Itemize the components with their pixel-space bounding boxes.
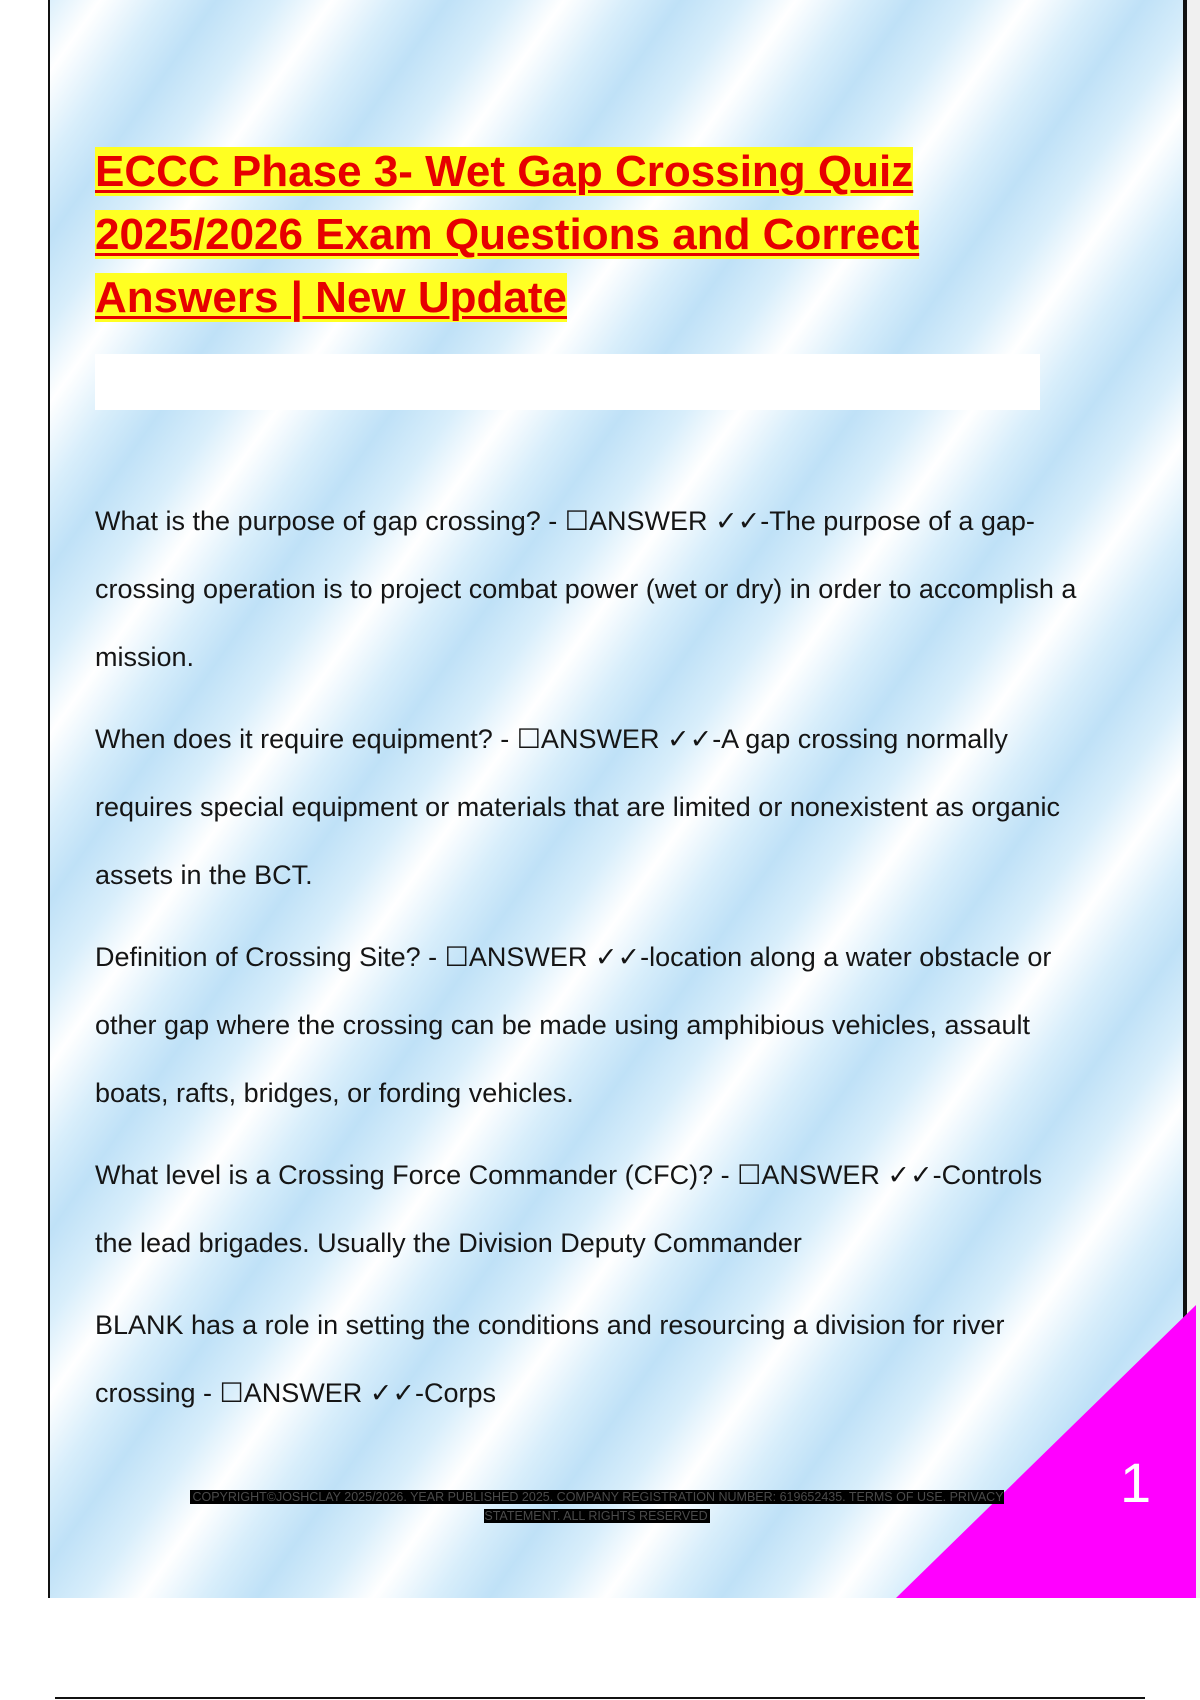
qa-item: BLANK has a role in setting the conditions and resourcing a division for river crossing - ☐ANSWER ✓✓-Corps — [95, 1310, 1005, 1408]
copyright-text: COPYRIGHT©JOSHCLAY 2025/2026. YEAR PUBLISHED 2025. COMPANY REGISTRATION NUMBER: 619652435. TERMS OF USE. PRIVACY STATEMENT. ALL RIGHTS RESERVED — [192, 1490, 1004, 1523]
qa-list — [95, 487, 1085, 1441]
qa-item: What level is a Crossing Force Commander (CFC)? - ☐ANSWER ✓✓-Controls the lead brigades. Usually the Division Deputy Commander — [95, 1160, 1043, 1258]
document-title — [95, 140, 1055, 329]
copyright-footer — [177, 1488, 1017, 1526]
page-number: 1 — [1120, 1451, 1152, 1514]
bottom-rule — [55, 1697, 1145, 1699]
page-left-border — [48, 0, 50, 1598]
document-title-text: ECCC Phase 3- Wet Gap Crossing Quiz 2025/2026 Exam Questions and Correct Answers | New Update — [95, 147, 920, 322]
qa-item: When does it require equipment? - ☐ANSWER ✓✓-A gap crossing normally requires special equipment or materials that are limited or nonexistent as organic assets in the BCT. — [95, 724, 1060, 890]
qa-item: What is the purpose of gap crossing? - ☐ANSWER ✓✓-The purpose of a gap-crossing operation is to project combat power (wet or dry) in order to accomplish a mission. — [95, 506, 1077, 672]
qa-item: Definition of Crossing Site? - ☐ANSWER ✓✓-location along a water obstacle or other gap where the crossing can be made using amphibious vehicles, assault boats, rafts, bridges, or fording vehicles. — [95, 942, 1052, 1108]
title-separator-band — [95, 354, 1040, 410]
